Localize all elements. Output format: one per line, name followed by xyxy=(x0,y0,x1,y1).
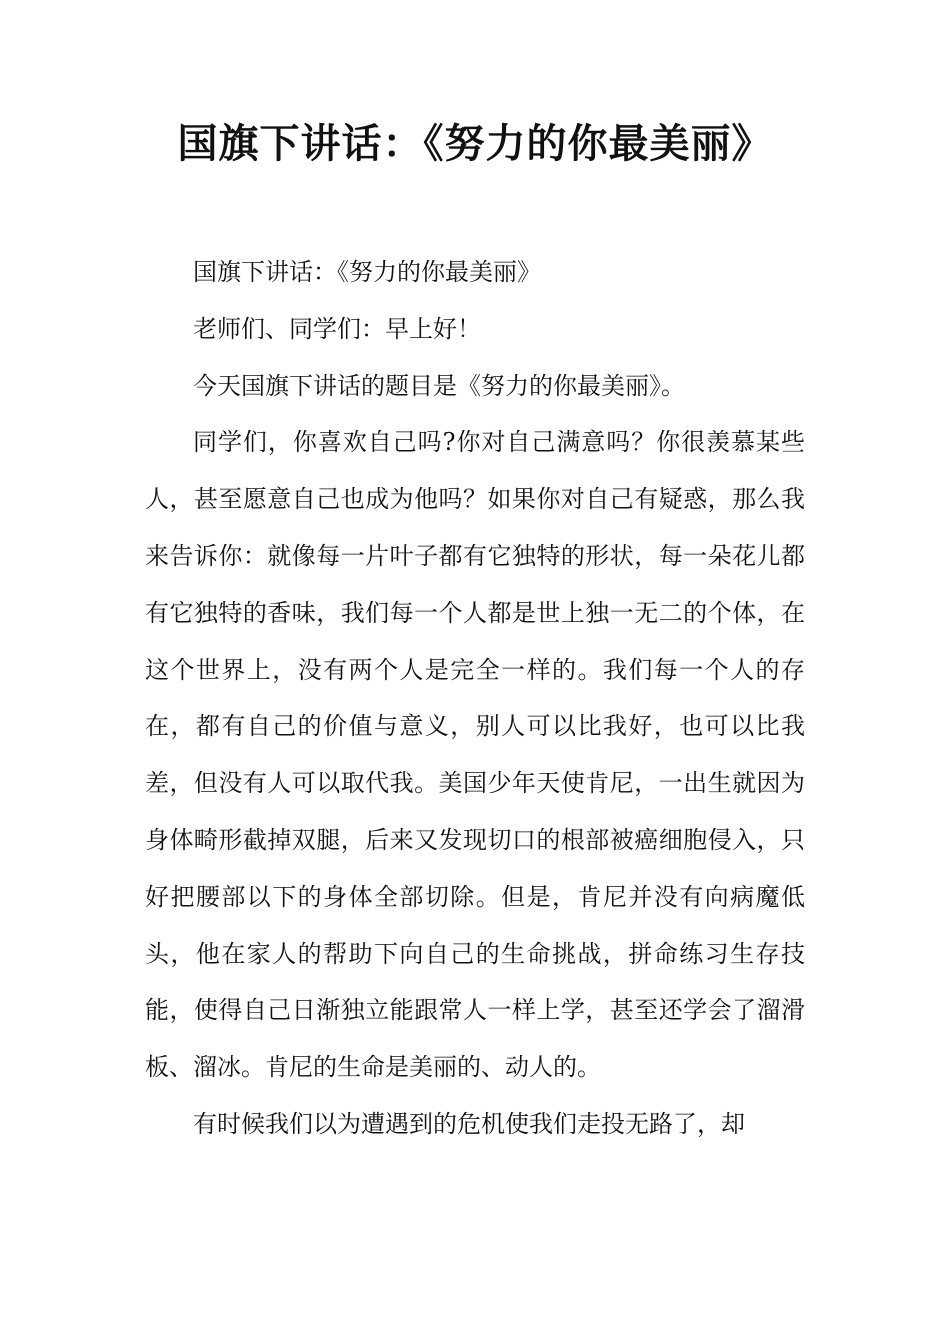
paragraph: 有时候我们以为遭遇到的危机使我们走投无路了，却 xyxy=(193,1109,745,1138)
paragraph: 今天国旗下讲话的题目是《努力的你最美丽》。 xyxy=(193,371,685,400)
document-body xyxy=(145,244,805,1153)
paragraph: 老师们、同学们：早上好！ xyxy=(193,314,481,343)
paragraph: 国旗下讲话：《努力的你最美丽》 xyxy=(193,258,541,286)
document-title: 国旗下讲话：《努力的你最美丽》 xyxy=(177,120,773,167)
paragraph: 同学们，你喜欢自己吗?你对自己满意吗？你很羡慕某些人，甚至愿意自己也成为他吗？如果你对自己有疑惑，那么我来告诉你：就像每一片叶子都有它独特的形状，每一朵花儿都有它独特的香味，我们每一个人都是世上独一无二的个体，在这个世界上，没有两个人是完全一样的。我们每一个人的存在，都有自己的价值与意义，别人可以比我好，也可以比我差，但没有人可以取代我。美国少年天使肯尼，一出生就因为身体畸形截掉双腿，后来又发现切口的根部被癌细胞侵入，只好把腰部以下的身体全部切除。但是，肯尼并没有向病魔低头，他在家人的帮助下向自己的生命挑战，拼命练习生存技能，使得自己日渐独立能跟常人一样上学，甚至还学会了溜滑板、溜冰。肯尼的生命是美丽的、动人的。 xyxy=(145,428,805,1082)
